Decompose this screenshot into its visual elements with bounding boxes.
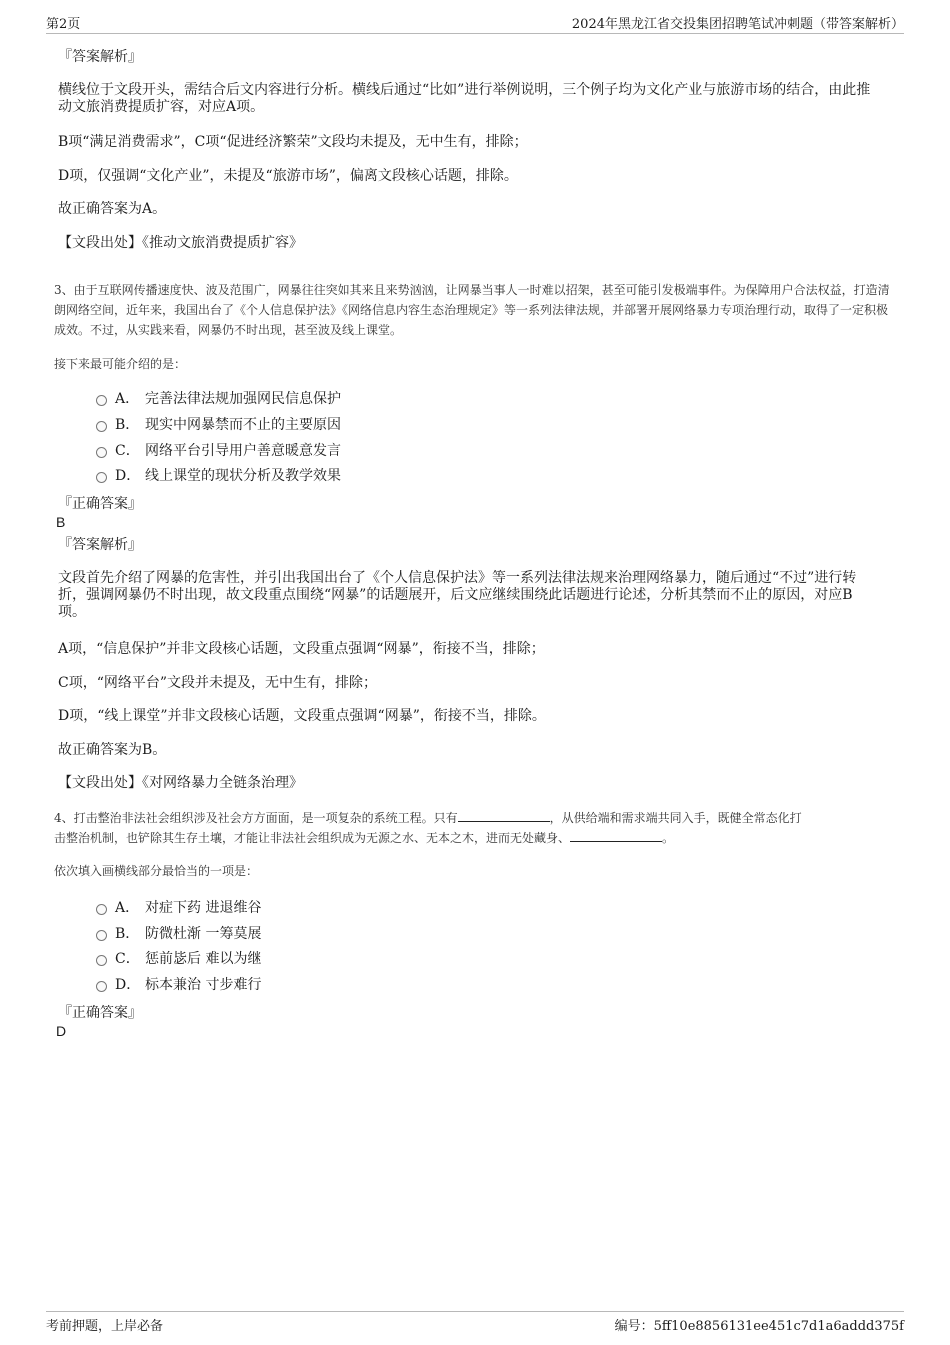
stem-text: ，从供给端和需求端共同入手，既健全常态化打 bbox=[549, 811, 802, 825]
option-letter: B． bbox=[115, 926, 140, 942]
question-stem-line bbox=[54, 808, 802, 828]
option-text: 对症下药 进退维谷 bbox=[145, 900, 262, 916]
document-id: 编号：5ff10e8856131ee451c7d1a6addd375f bbox=[614, 1319, 904, 1334]
radio-button[interactable] bbox=[96, 930, 107, 941]
option-letter: D． bbox=[115, 468, 141, 484]
option-c[interactable] bbox=[96, 441, 341, 461]
question-prompt: 依次填入画横线部分最恰当的一项是： bbox=[54, 864, 259, 878]
option-text: 标本兼治 寸步难行 bbox=[145, 977, 262, 993]
analysis-paragraph: 文段首先介绍了网暴的危害性，并引出我国出台了《个人信息保护法》等一系列法律法规来治理网络暴力，随后通过“不过”进行转折，强调网暴仍不时出现，故文段重点围绕“网暴”的话题展开，后文应继续围绕此话题进行论述，分析其禁而不止的原因，对应B项。 bbox=[58, 570, 857, 620]
analysis-paragraph: B项“满足消费需求”，C项“促进经济繁荣”文段均未提及，无中生有，排除； bbox=[58, 134, 528, 150]
fill-blank-1 bbox=[458, 809, 550, 822]
option-d[interactable] bbox=[96, 975, 261, 995]
option-a[interactable] bbox=[96, 389, 341, 409]
option-b[interactable] bbox=[96, 415, 341, 435]
stem-text: 击整治机制，也铲除其生存土壤，才能让非法社会组织成为无源之水、无本之木，进而无处藏身、 bbox=[54, 831, 571, 845]
option-a[interactable] bbox=[96, 898, 261, 918]
option-c[interactable] bbox=[96, 949, 261, 969]
question-stem-line bbox=[54, 828, 674, 848]
analysis-heading: 『答案解析』 bbox=[58, 537, 142, 553]
analysis-paragraph: C项，“网络平台”文段并未提及，无中生有，排除； bbox=[58, 675, 378, 691]
radio-button[interactable] bbox=[96, 472, 107, 483]
option-letter: A． bbox=[115, 900, 140, 916]
correct-answer-heading: 『正确答案』 bbox=[58, 496, 142, 512]
option-letter: C． bbox=[115, 951, 140, 967]
analysis-paragraph: D项，仅强调“文化产业”，未提及“旅游市场”，偏离文段核心话题，排除。 bbox=[58, 168, 518, 184]
question-prompt: 接下来最可能介绍的是： bbox=[54, 357, 187, 371]
stem-text: 4、打击整治非法社会组织涉及社会方方面面，是一项复杂的系统工程。只有 bbox=[54, 811, 458, 825]
correct-answer: B bbox=[56, 514, 66, 530]
option-text: 网络平台引导用户善意暖意发言 bbox=[145, 443, 341, 459]
analysis-conclusion: 故正确答案为B。 bbox=[58, 742, 167, 758]
page-header bbox=[46, 13, 904, 34]
page-number: 第2页 bbox=[46, 17, 81, 32]
option-text: 现实中网暴禁而不止的主要原因 bbox=[145, 417, 341, 433]
source-citation: 【文段出处】《对网络暴力全链条治理》 bbox=[58, 775, 303, 791]
analysis-conclusion: 故正确答案为A。 bbox=[58, 201, 167, 217]
option-letter: A． bbox=[115, 391, 140, 407]
fill-blank-2 bbox=[570, 829, 662, 842]
analysis-heading: 『答案解析』 bbox=[58, 49, 142, 65]
option-text: 线上课堂的现状分析及教学效果 bbox=[145, 468, 341, 484]
option-letter: D． bbox=[115, 977, 141, 993]
question-stem: 3、由于互联网传播速度快、波及范围广，网暴往往突如其来且来势汹汹，让网暴当事人一时难以招架，甚至可能引发极端事件。为保障用户合法权益，打造清朗网络空间，近年来，我国出台了《个人信息保护法》《网络信息内容生态治理规定》等一系列法律法规，并部署开展网络暴力专项治理行动，取得了一定积极成效。不过，从实践来看，网暴仍不时出现，甚至波及线上课堂。 bbox=[54, 283, 890, 337]
radio-button[interactable] bbox=[96, 955, 107, 966]
stem-text: 。 bbox=[662, 831, 675, 845]
option-text: 防微杜渐 一筹莫展 bbox=[145, 926, 262, 942]
radio-button[interactable] bbox=[96, 981, 107, 992]
footer-slogan: 考前押题，上岸必备 bbox=[46, 1319, 164, 1334]
source-citation: 【文段出处】《推动文旅消费提质扩容》 bbox=[58, 235, 303, 251]
analysis-paragraph: 横线位于文段开头，需结合后文内容进行分析。横线后通过“比如”进行举例说明，三个例子均为文化产业与旅游市场的结合，由此推动文旅消费提质扩容，对应A项。 bbox=[58, 82, 871, 115]
radio-button[interactable] bbox=[96, 421, 107, 432]
correct-answer-heading: 『正确答案』 bbox=[58, 1005, 142, 1021]
page-footer bbox=[46, 1311, 904, 1334]
option-letter: B． bbox=[115, 417, 140, 433]
radio-button[interactable] bbox=[96, 904, 107, 915]
analysis-paragraph: D项，“线上课堂”并非文段核心话题，文段重点强调“网暴”，衔接不当，排除。 bbox=[58, 708, 546, 724]
option-text: 惩前毖后 难以为继 bbox=[145, 951, 262, 967]
option-text: 完善法律法规加强网民信息保护 bbox=[145, 391, 341, 407]
option-b[interactable] bbox=[96, 924, 261, 944]
correct-answer: D bbox=[56, 1023, 67, 1039]
radio-button[interactable] bbox=[96, 447, 107, 458]
option-letter: C． bbox=[115, 443, 140, 459]
option-d[interactable] bbox=[96, 466, 341, 486]
analysis-paragraph: A项，“信息保护”并非文段核心话题，文段重点强调“网暴”，衔接不当，排除； bbox=[58, 641, 545, 657]
document-title: 2024年黑龙江省交投集团招聘笔试冲刺题（带答案解析） bbox=[571, 17, 904, 32]
radio-button[interactable] bbox=[96, 395, 107, 406]
